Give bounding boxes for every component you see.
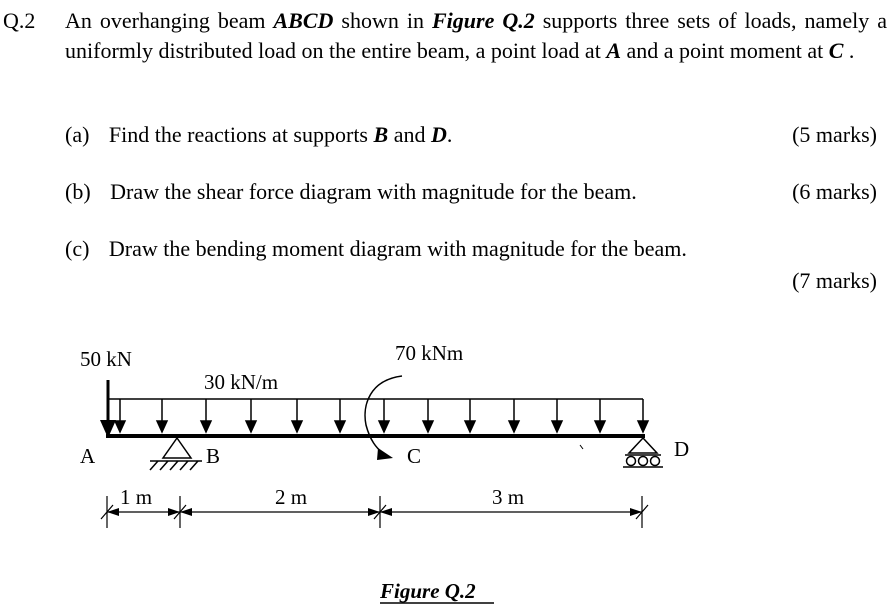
small-mark xyxy=(580,445,583,449)
part-a: (a) Find the reactions at supports B and D. xyxy=(65,122,453,147)
point-d-label: D xyxy=(674,437,690,461)
moment-label: 70 kNm xyxy=(395,341,464,365)
span-1-label: 1 m xyxy=(120,485,153,509)
figure-caption: Figure Q.2 xyxy=(380,579,476,603)
point-load-arrow xyxy=(100,380,116,438)
pin-support-b xyxy=(150,438,202,470)
dimension-line xyxy=(101,496,648,528)
question-text: An overhanging beam ABCD shown in Figure Q.2 supports three sets of loads, namely a uniformly distributed load on the entire beam, a point load at A and a point moment at C . xyxy=(65,8,888,63)
udl-arrows xyxy=(115,399,648,432)
part-c: (c) Draw the bending moment diagram with magnitude for the beam. xyxy=(65,236,687,261)
part-a-marks: (5 marks) xyxy=(792,122,877,147)
point-load-label: 50 kN xyxy=(80,347,132,371)
part-b-marks: (6 marks) xyxy=(792,179,877,204)
point-a-label: A xyxy=(80,444,96,468)
part-b: (b) Draw the shear force diagram with magnitude for the beam. xyxy=(65,179,637,204)
span-2-label: 2 m xyxy=(275,485,308,509)
span-3-label: 3 m xyxy=(492,485,525,509)
udl-label: 30 kN/m xyxy=(204,370,279,394)
point-c-label: C xyxy=(407,444,422,468)
question-number: Q.2 xyxy=(3,8,36,33)
part-c-marks: (7 marks) xyxy=(792,268,877,293)
point-b-label: B xyxy=(206,444,221,468)
roller-support-d xyxy=(623,438,663,467)
